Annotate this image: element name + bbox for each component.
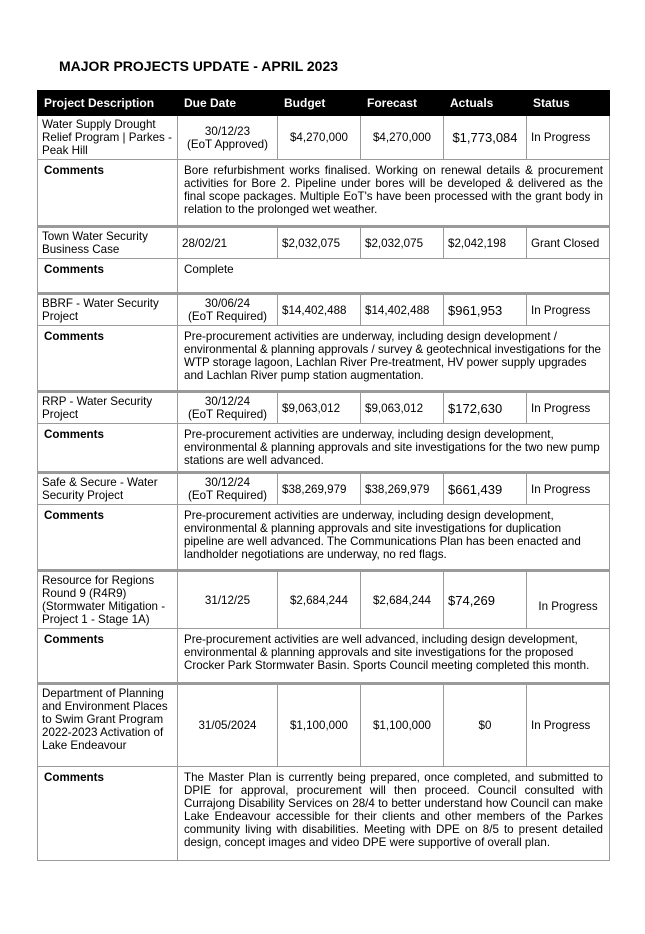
actuals: $74,269 (444, 571, 527, 629)
project-description: Water Supply Drought Relief Program | Parkes - Peak Hill (38, 116, 178, 160)
project-description: BBRF - Water Security Project (38, 294, 178, 326)
table-row (38, 684, 610, 767)
table-header-row (38, 91, 610, 116)
status: In Progress (527, 473, 610, 505)
comments-label: Comments (38, 424, 178, 473)
comment-text: Pre-procurement activities are well advanced, including design development, environmental & planning approvals and site investigations for the proposed Crocker Park Stormwater Basin. Sports Council meeting completed this month. (178, 629, 610, 684)
table-row (38, 473, 610, 505)
project-description: Safe & Secure - Water Security Project (38, 473, 178, 505)
due-date-cell (178, 116, 278, 160)
header-forecast: Forecast (361, 91, 444, 116)
projects-table (37, 90, 610, 861)
project-description: Town Water Security Business Case (38, 227, 178, 259)
budget: $2,684,244 (278, 571, 361, 629)
forecast: $38,269,979 (361, 473, 444, 505)
due-date: 30/06/24 (204, 297, 251, 310)
table-row (38, 392, 610, 424)
table-row (38, 116, 610, 160)
due-note: (EoT Approved) (187, 137, 268, 151)
due-date: 30/12/24 (204, 395, 251, 408)
forecast: $2,032,075 (361, 227, 444, 259)
due-date: 30/12/23 (204, 124, 251, 138)
comment-row (38, 326, 610, 392)
header-budget: Budget (278, 91, 361, 116)
comment-text: Bore refurbishment works finalised. Working on renewal details & procurement activities for Bore 2. Pipeline under bores will be developed & delivered as the final scope packages. Multiple EoT's have been processed with the grant body in relation to the prolonged wet weather. (178, 160, 610, 227)
project-description: RRP - Water Security Project (38, 392, 178, 424)
due-note: (EoT Required) (187, 489, 268, 502)
header-project-description: Project Description (38, 91, 178, 116)
due-date-cell (178, 473, 278, 505)
forecast: $4,270,000 (361, 116, 444, 160)
actuals: $961,953 (444, 294, 527, 326)
page-title: MAJOR PROJECTS UPDATE - APRIL 2023 (59, 58, 339, 74)
comment-row (38, 424, 610, 473)
comment-text: Pre-procurement activities are underway, including design development, environmental & planning approvals and site investigations for duplication pipeline are well advanced. The Communications Plan has been enacted and landholder negotiations are underway, no red flags. (178, 505, 610, 571)
comments-label: Comments (38, 767, 178, 861)
actuals: $661,439 (444, 473, 527, 505)
comments-label: Comments (38, 259, 178, 294)
header-due-date: Due Date (178, 91, 278, 116)
header-actuals: Actuals (444, 91, 527, 116)
forecast: $2,684,244 (361, 571, 444, 629)
budget: $38,269,979 (278, 473, 361, 505)
comment-text: Pre-procurement activities are underway, including design development / environmental & planning approvals / survey & geotechnical investigations for the WTP storage lagoon, Lachlan River Pre-treatment, HV power supply upgrades and Lachlan River pump station augmentation. (178, 326, 610, 392)
table-row (38, 571, 610, 629)
comment-text: Complete (178, 259, 610, 294)
due-date-cell (178, 392, 278, 424)
status: In Progress (527, 392, 610, 424)
status: Grant Closed (527, 227, 610, 259)
due-date: 30/12/24 (204, 476, 251, 489)
table-row (38, 294, 610, 326)
forecast: $9,063,012 (361, 392, 444, 424)
header-status: Status (527, 91, 610, 116)
budget: $1,100,000 (278, 684, 361, 767)
comment-row (38, 767, 610, 861)
comment-row (38, 160, 610, 227)
actuals: $172,630 (444, 392, 527, 424)
project-description: Department of Planning and Environment Places to Swim Grant Program 2022-2023 Activation of Lake Endeavour (38, 684, 178, 767)
actuals: $1,773,084 (444, 116, 527, 160)
due-note: (EoT Required) (187, 408, 268, 421)
budget: $2,032,075 (278, 227, 361, 259)
forecast: $1,100,000 (361, 684, 444, 767)
budget: $9,063,012 (278, 392, 361, 424)
actuals: $2,042,198 (444, 227, 527, 259)
budget: $4,270,000 (278, 116, 361, 160)
comment-text: The Master Plan is currently being prepared, once completed, and submitted to DPIE for approval, procurement will then proceed. Council consulted with Currajong Disability Services on 28/4 to better understand how Council can make Lake Endeavour accessible for their clients and other members of the Parkes community living with disabilities. Meeting with DPE on 8/5 to present detailed design, concept images and video DPE were supportive of overall plan. (178, 767, 610, 861)
status: In Progress (527, 116, 610, 160)
comment-row (38, 259, 610, 294)
comments-label: Comments (38, 629, 178, 684)
due-date-cell (178, 294, 278, 326)
due-date: 31/12/25 (178, 571, 278, 629)
due-date: 31/05/2024 (178, 684, 278, 767)
status: In Progress (527, 571, 610, 629)
forecast: $14,402,488 (361, 294, 444, 326)
due-note: (EoT Required) (187, 310, 268, 323)
comment-row (38, 505, 610, 571)
actuals: $0 (444, 684, 527, 767)
comment-text: Pre-procurement activities are underway, including design development, environmental & planning approvals and site investigations for the two new pump stations are well advanced. (178, 424, 610, 473)
status: In Progress (527, 684, 610, 767)
project-description: Resource for Regions Round 9 (R4R9) (Stormwater Mitigation - Project 1 - Stage 1A) (38, 571, 178, 629)
due-date: 28/02/21 (178, 227, 278, 259)
comments-label: Comments (38, 326, 178, 392)
comments-label: Comments (38, 160, 178, 227)
status: In Progress (527, 294, 610, 326)
comment-row (38, 629, 610, 684)
table-row (38, 227, 610, 259)
comments-label: Comments (38, 505, 178, 571)
budget: $14,402,488 (278, 294, 361, 326)
